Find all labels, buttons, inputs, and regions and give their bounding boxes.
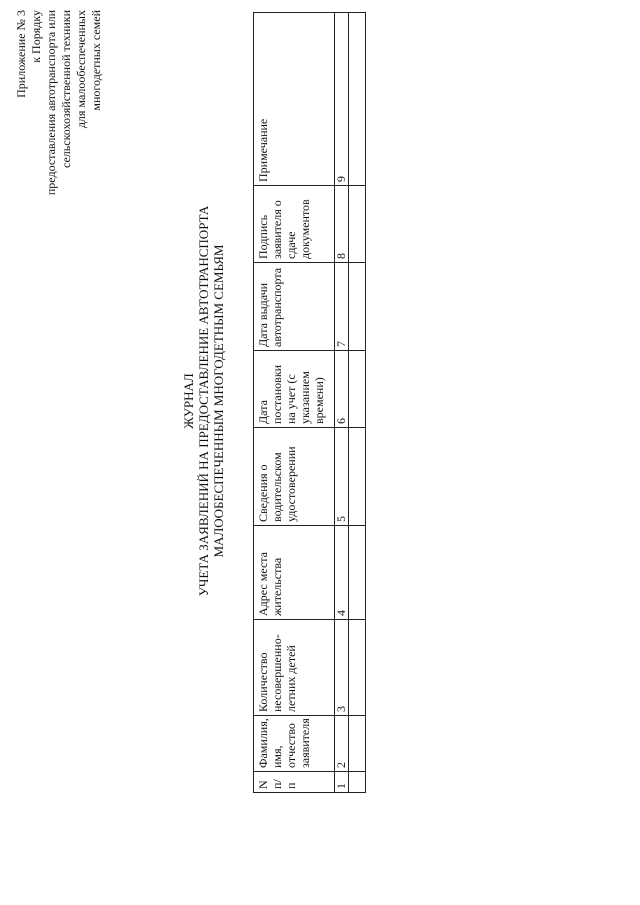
- appendix-note: [14, 10, 104, 905]
- table-cell: 3: [335, 620, 349, 716]
- column-number-row: [335, 13, 349, 793]
- table-cell: [349, 428, 366, 526]
- table-cell: [349, 263, 366, 351]
- table-cell: 2: [335, 716, 349, 772]
- header-children-count: Количество несовершенно-летних детей: [254, 620, 335, 716]
- appendix-line: к Порядку: [29, 10, 43, 63]
- table-cell: [349, 716, 366, 772]
- table-row: [349, 13, 366, 793]
- table-cell: 7: [335, 263, 349, 351]
- table-cell: 1: [335, 772, 349, 793]
- header-note: Примечание: [254, 13, 335, 186]
- header-issue-date: Дата выдачи автотранспорта: [254, 263, 335, 351]
- table-header-row: [254, 13, 335, 793]
- appendix-line: Приложение № 3: [14, 10, 28, 98]
- header-registration-date: Дата постановки на учет (с указанием времени): [254, 351, 335, 428]
- title-line: ЖУРНАЛ: [181, 373, 196, 429]
- header-signature: Подпись заявителя о сдаче документов: [254, 186, 335, 263]
- journal-title: [181, 7, 226, 795]
- table-cell: 9: [335, 13, 349, 186]
- table-cell: 4: [335, 526, 349, 620]
- title-line: УЧЕТА ЗАЯВЛЕНИЙ НА ПРЕДОСТАВЛЕНИЕ АВТОТРАНСПОРТА: [196, 205, 211, 597]
- title-line: МАЛООБЕСПЕЧЕННЫМ МНОГОДЕТНЫМ СЕМЬЯМ: [211, 244, 226, 558]
- table-cell: [349, 186, 366, 263]
- appendix-line: сельскохозяйственной техники: [59, 10, 73, 168]
- table-cell: 8: [335, 186, 349, 263]
- journal-table: [253, 12, 366, 793]
- table-cell: [349, 620, 366, 716]
- header-driver-license: Сведения о водительском удостоверении: [254, 428, 335, 526]
- table-cell: [349, 351, 366, 428]
- appendix-line: предоставления автотранспорта или: [44, 10, 58, 196]
- table-cell: [349, 526, 366, 620]
- appendix-line: многодетных семей: [89, 10, 103, 111]
- table-cell: [349, 772, 366, 793]
- header-number: N п/п: [254, 772, 335, 793]
- table-cell: [349, 13, 366, 186]
- header-address: Адрес места жительства: [254, 526, 335, 620]
- table-cell: 6: [335, 351, 349, 428]
- header-full-name: Фамилия, имя, отчество заявителя: [254, 716, 335, 772]
- table-cell: 5: [335, 428, 349, 526]
- appendix-line: для малообеспеченных: [74, 10, 88, 129]
